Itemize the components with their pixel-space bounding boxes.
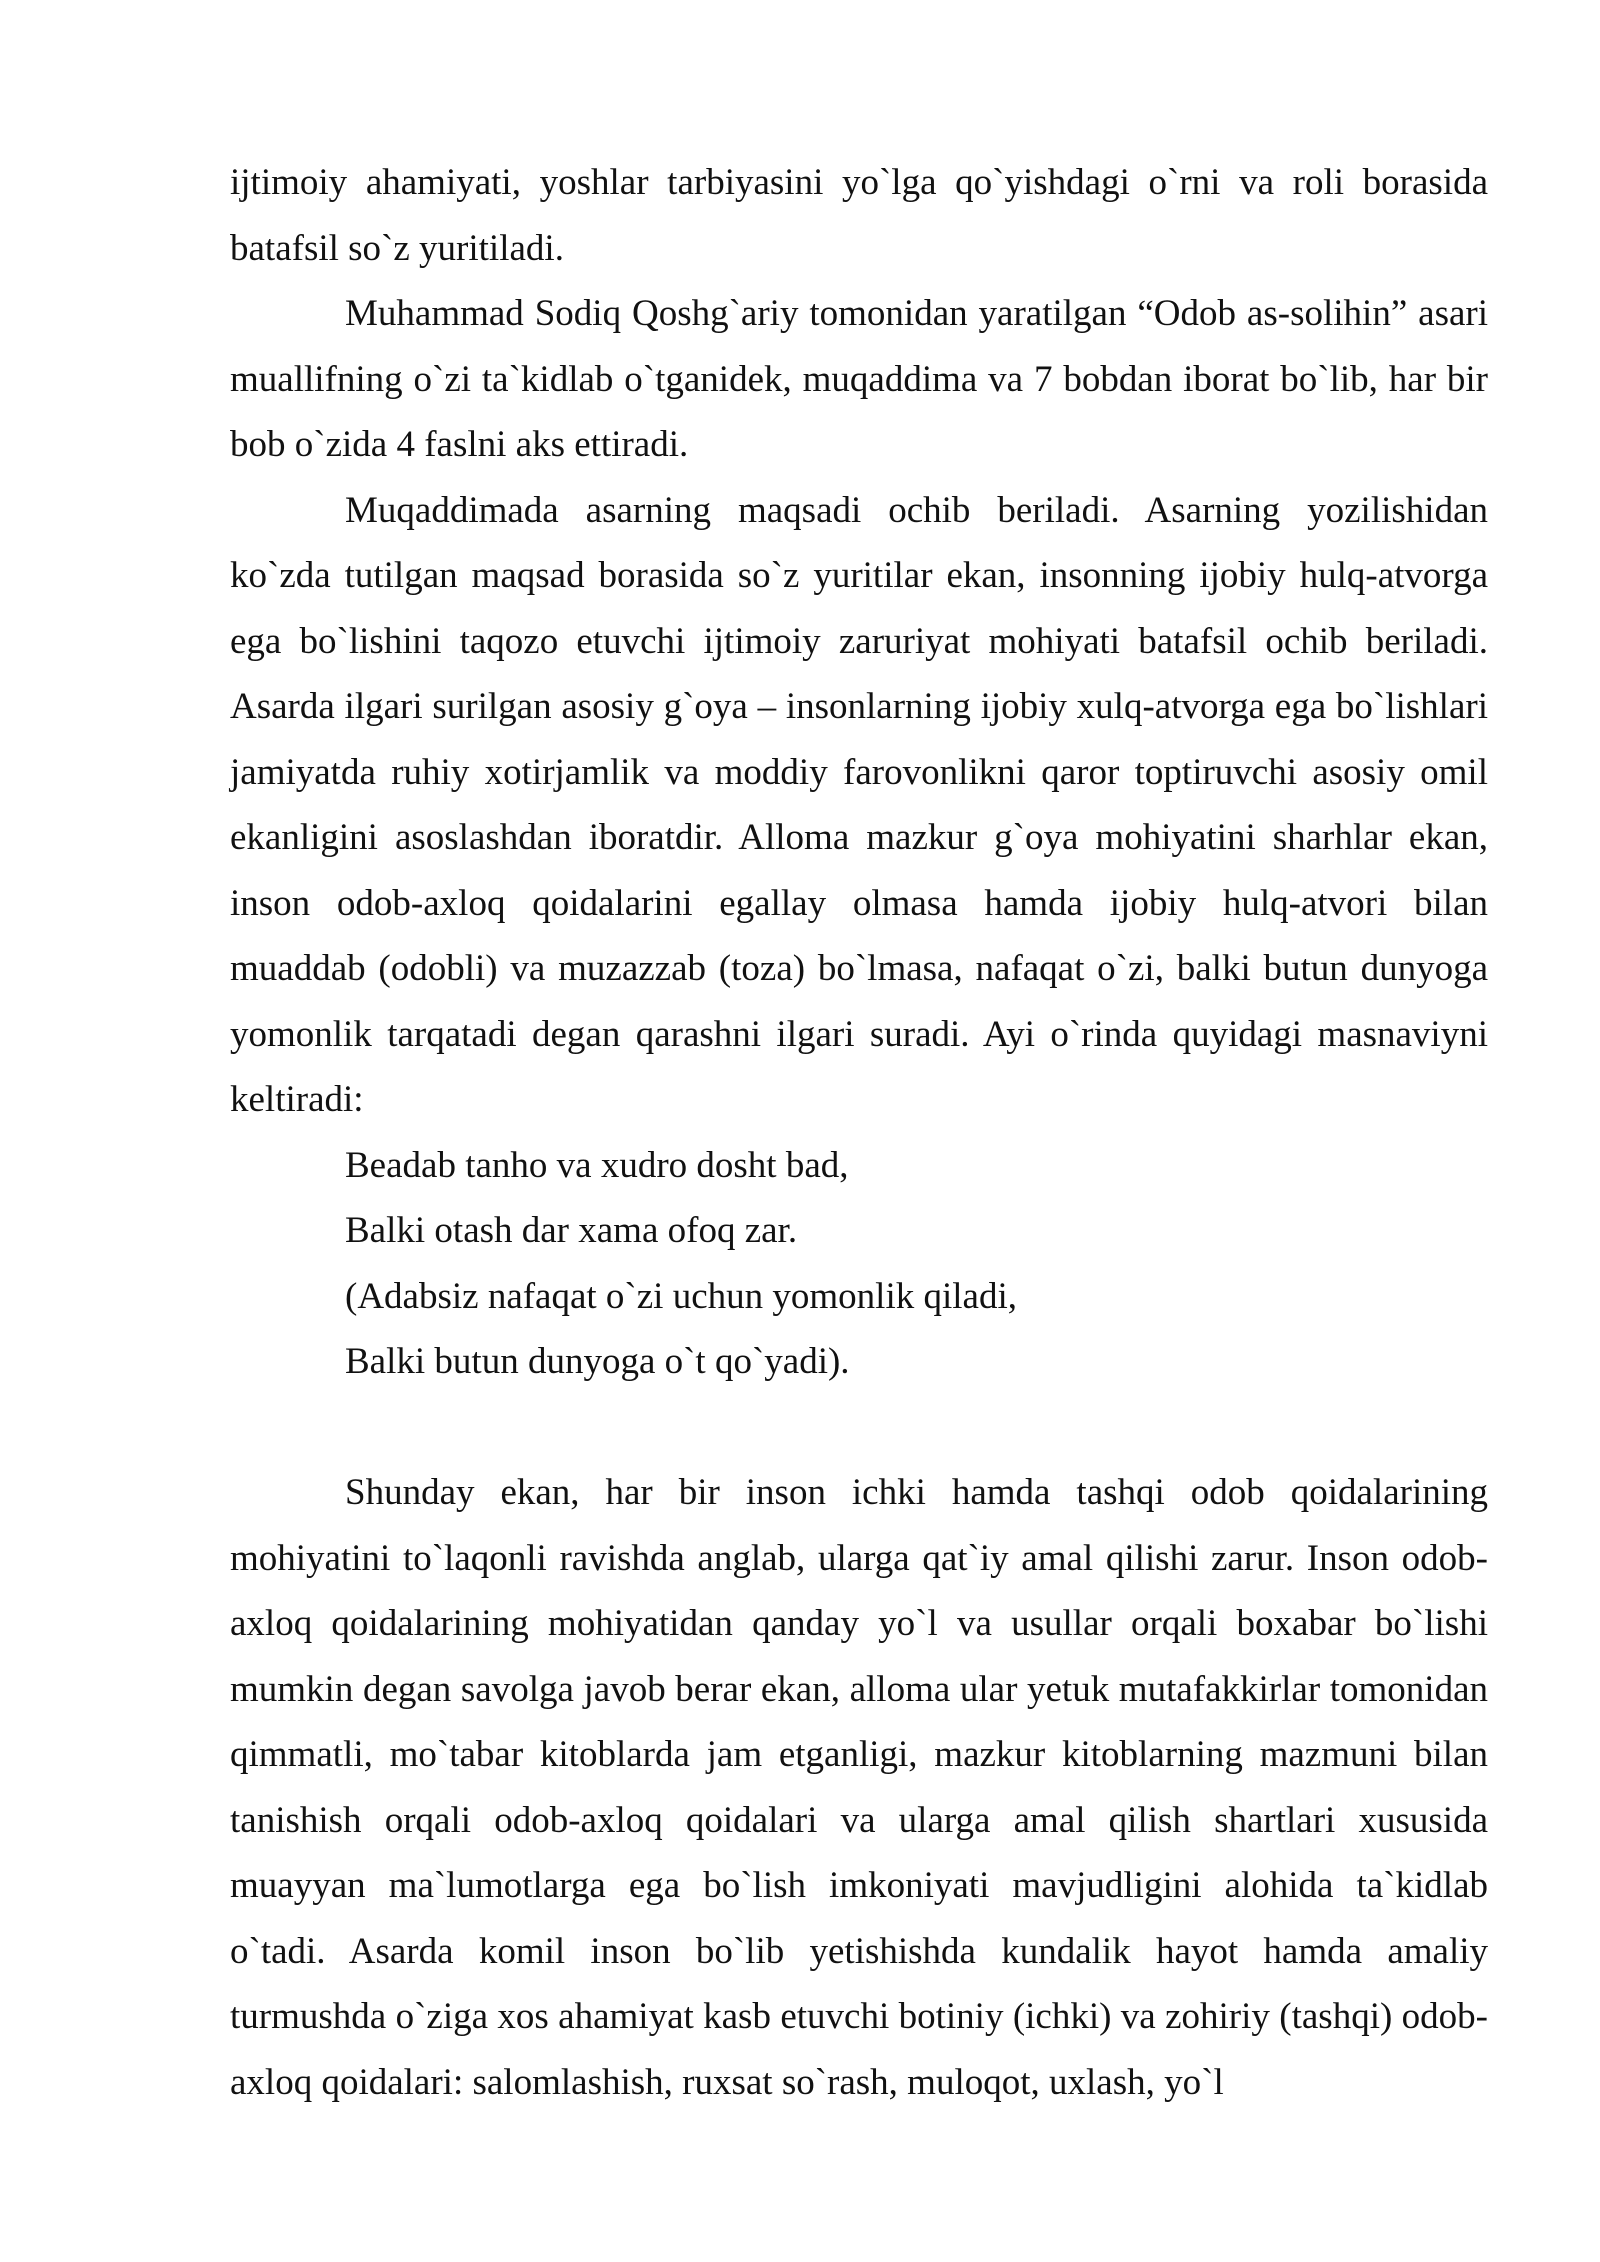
paragraph-muqaddima: Muqaddimada asarning maqsadi ochib beriladi. Asarning yozilishidan ko`zda tutilgan maqsad borasida so`z yuritilar ekan, insonning ijobiy hulq-atvorga ega bo`lishini taqozo etuvchi ijtimoiy zaruriyat mohiyati batafsil ochib beriladi. Asarda ilgari surilgan asosiy g`oya – insonlarning ijobiy xulq-atvorga ega bo`lishlari jamiyatda ruhiy xotirjamlik va moddiy farovonlikni qaror toptiruvchi asosiy omil ekanligini asoslashdan iboratdir. Alloma mazkur g`oya mohiyatini sharhlar ekan, inson odob-axloq qoidalarini egallay olmasa hamda ijobiy hulq-atvori bilan muaddab (odobli) va muzazzab (toza) bo`lmasa, nafaqat o`zi, balki butun dunyoga yomonlik tarqatadi degan qarashni ilgari suradi. Ayi o`rinda quyidagi masnaviyni keltiradi: bbox=[230, 489, 1488, 1120]
verse-translation-line: Balki butun dunyoga o`t qo`yadi). bbox=[345, 1341, 850, 1382]
document-page bbox=[230, 150, 1488, 2115]
verse-line: Balki otash dar xama ofoq zar. bbox=[345, 1210, 798, 1251]
verse-translation-line: (Adabsiz nafaqat o`zi uchun yomonlik qiladi, bbox=[345, 1275, 1017, 1317]
verse-line: Beadab tanho va xudro dosht bad, bbox=[345, 1144, 849, 1186]
paragraph-shunday-ekan: Shunday ekan, har bir inson ichki hamda tashqi odob qoidalarining mohiyatini to`laqonli ravishda anglab, ularga qat`iy amal qilishi zarur. Inson odob-axloq qoidalarining mohiyatidan qanday yo`l va usullar orqali boxabar bo`lishi mumkin degan savolga javob berar ekan, alloma ular yetuk mutafakkirlar tomonidan qimmatli, mo`tabar kitoblarda jam etganligi, mazkur kitoblarning mazmuni bilan tanishish orqali odob-axloq qoidalari va ularga amal qilish shartlari xususida muayyan ma`lumotlarga ega bo`lish imkoniyati mavjudligini alohida ta`kidlab o`tadi. Asarda komil inson bo`lib yetishishda kundalik hayot hamda amaliy turmushda o`ziga xos ahamiyat kasb etuvchi botiniy (ichki) va zohiriy (tashqi) odob-axloq qoidalari: salomlashish, ruxsat so`rash, muloqot, uxlash, yo`l bbox=[230, 1472, 1488, 2103]
blank-line bbox=[230, 1395, 1488, 1461]
masnaviy-verse bbox=[230, 1133, 1488, 1395]
paragraph-continuation: ijtimoiy ahamiyati, yoshlar tarbiyasini yo`lga qo`yishdagi o`rni va roli borasida batafsil so`z yuritiladi. bbox=[230, 162, 1488, 269]
paragraph-odob-as-solihin: Muhammad Sodiq Qoshg`ariy tomonidan yaratilgan “Odob as-solihin” asari muallifning o`zi ta`kidlab o`tganidek, muqaddima va 7 bobdan iborat bo`lib, har bir bob o`zida 4 faslni aks ettiradi. bbox=[230, 293, 1488, 465]
